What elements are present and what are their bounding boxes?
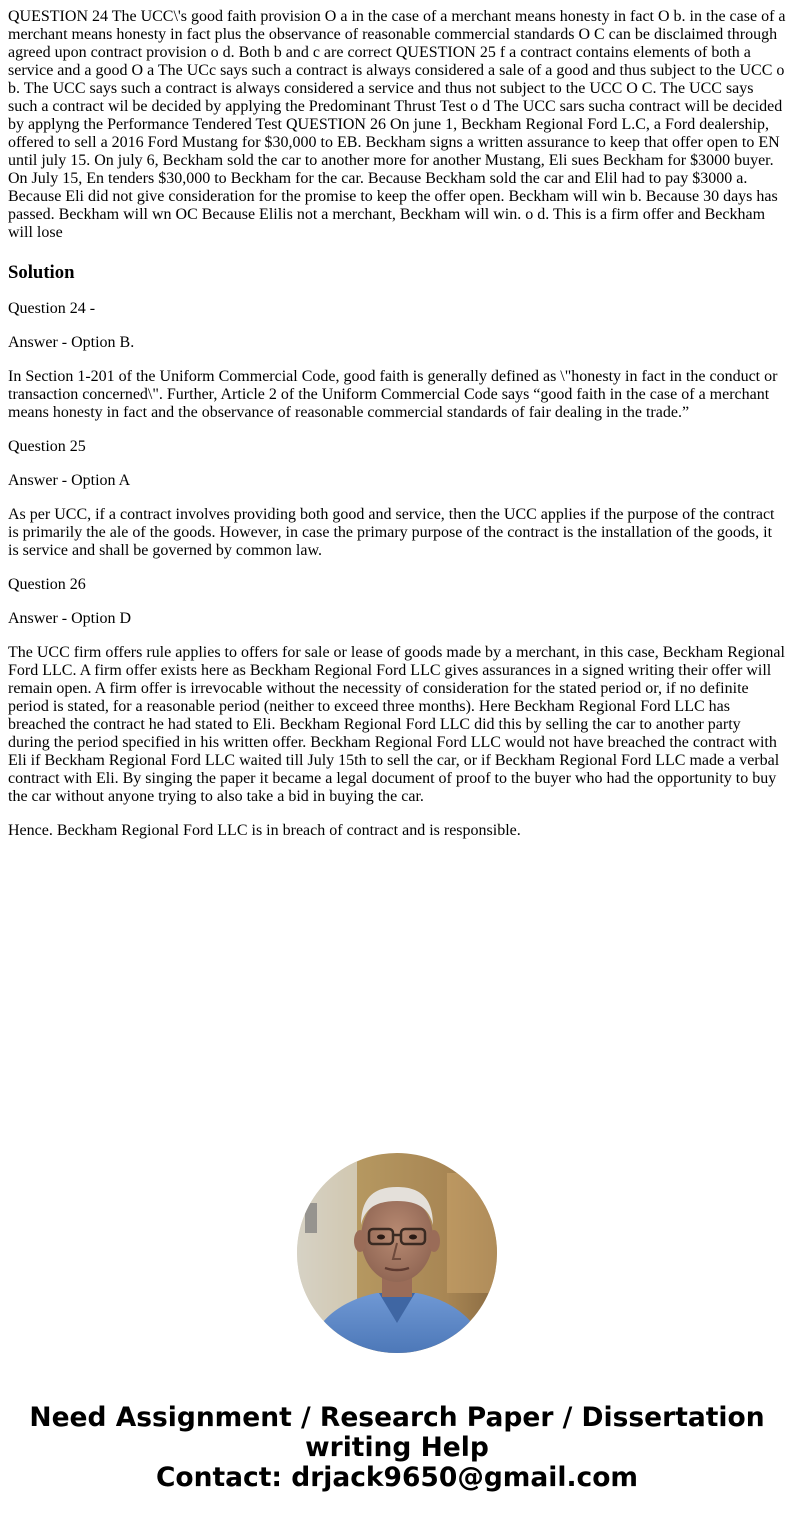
solution-heading: Solution (8, 262, 75, 283)
q24-explanation: In Section 1-201 of the Uniform Commercial Code, good faith is generally defined as \"honesty in fact in the conduct or transaction concerned\". Further, Article 2 of the Uniform Commercial Code says “good faith in the case of a merchant means honesty in fact and the observance of reasonable commercial standards of fair dealing in the trade.” (8, 368, 778, 421)
conclusion: Hence. Beckham Regional Ford LLC is in breach of contract and is responsible. (8, 822, 521, 839)
q25-label: Question 25 (8, 438, 86, 455)
q25-explanation: As per UCC, if a contract involves providing both good and service, then the UCC applies if the purpose of the contract is primarily the ale of the goods. However, in case the primary purpose of the contract is the installation of the goods, it is service and shall be governed by common law. (8, 506, 775, 559)
footer-line-2: writing Help (305, 1432, 489, 1463)
footer-contact-email: Contact: drjack9650@gmail.com (155, 1462, 639, 1493)
q24-answer: Answer - Option B. (8, 334, 135, 351)
q26-explanation: The UCC firm offers rule applies to offers for sale or lease of goods made by a merchant, in this case, Beckham Regional Ford LLC. A firm offer exists here as Beckham Regional Ford LLC gives assurances in a signed writing their offer will remain open. A firm offer is irrevocable without the necessity of consideration for the stated period or, if no definite period is stated, for a reasonable period (neither to exceed three months). Here Beckham Regional Ford LLC has breached the contract he had stated to Eli. Beckham Regional Ford LLC did this by selling the car to another party during the period specified in his written offer. Beckham Regional Ford LLC would not have breached the contract with Eli if Beckham Regional Ford LLC waited till July 15th to sell the car, or if Beckham Regional Ford LLC made a verbal contract with Eli. By singing the paper it became a legal document of proof to the buyer who had the opportunity to buy the car without anyone trying to also take a bid in buying the car. (8, 644, 785, 805)
footer-contact (0, 1403, 794, 1493)
footer-line-1: Need Assignment / Research Paper / Dissertation (29, 1402, 765, 1433)
document-content (8, 8, 786, 856)
person-portrait-icon (297, 1153, 497, 1353)
q25-answer: Answer - Option A (8, 472, 131, 489)
q26-answer: Answer - Option D (8, 610, 132, 627)
avatar (297, 1153, 497, 1353)
question-text: QUESTION 24 The UCC\'s good faith provision O a in the case of a merchant means honesty in fact O b. in the case of a merchant means honesty in fact plus the observance of reasonable commercial standards O C can be disclaimed through agreed upon contract provision o d. Both b and c are correct QUESTION 25 f a contract contains elements of both a service and a good O a The UCc says such a contract is always considered a sale of a good and thus subject to the UCC o b. The UCC says such a contract is always considered a service and thus not subject to the UCC O C. The UCC says such a contract wil be decided by applying the Predominant Thrust Test o d The UCC sars sucha contract will be decided by applyng the Performance Tendered Test QUESTION 26 On june 1, Beckham Regional Ford L.C, a Ford dealership, offered to sell a 2016 Ford Mustang for $30,000 to EB. Beckham signs a written assurance to keep that offer open to EN until july 15. On july 6, Beckham sold the car to another more for another Mustang, Eli sues Beckham for $3000 buyer. On July 15, En tenders $30,000 to Beckham for the car. Because Beckham sold the car and Elil had to pay $3000 a. Because Eli did not give consideration for the promise to keep the offer open. Beckham will win b. Because 30 days has passed. Beckham will wn OC Because Elilis not a merchant, Beckham will win. o d. This is a firm offer and Beckham will lose (8, 8, 786, 241)
q24-label: Question 24 - (8, 300, 96, 317)
q26-label: Question 26 (8, 576, 86, 593)
